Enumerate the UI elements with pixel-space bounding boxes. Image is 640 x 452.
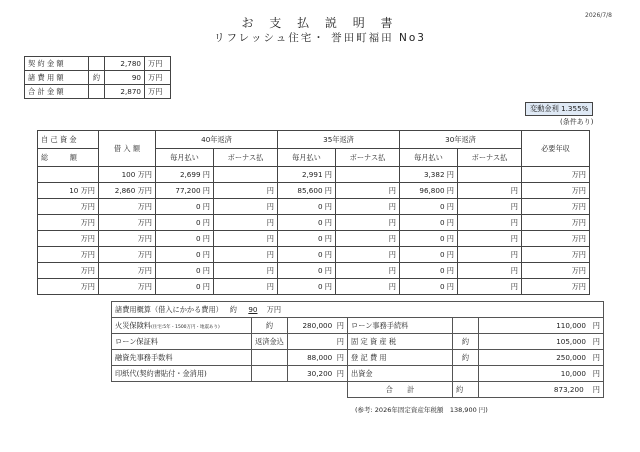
own-funds-cell: 万円 bbox=[38, 231, 99, 247]
summary-prefix bbox=[89, 57, 105, 71]
summary-prefix bbox=[89, 85, 105, 99]
cost-item-amount-right: 105,000 bbox=[556, 336, 586, 346]
loan-amount-cell: 万円 bbox=[99, 279, 156, 295]
loan-amount-cell: 万円 bbox=[99, 263, 156, 279]
bonus-30-cell: 円 bbox=[458, 215, 522, 231]
loan-amount-cell: 2,860 万円 bbox=[99, 183, 156, 199]
monthly-30-cell: 0 円 bbox=[400, 279, 458, 295]
cost-item-unit: 円 bbox=[336, 336, 344, 346]
cost-item-prefix bbox=[252, 350, 288, 366]
bonus-40-cell: 円 bbox=[214, 263, 278, 279]
own-funds-cell: 万円 bbox=[38, 215, 99, 231]
cost-item-name: 火災保険料 bbox=[115, 320, 151, 330]
bonus-30-cell: 円 bbox=[458, 247, 522, 263]
cost-item-amount-right: 250,000 bbox=[556, 352, 586, 362]
own-funds-cell: 10 万円 bbox=[38, 183, 99, 199]
loan-amount-cell: 万円 bbox=[99, 231, 156, 247]
cost-item-value-right bbox=[479, 350, 604, 366]
cost-item-unit-right: 円 bbox=[592, 320, 600, 330]
table-row bbox=[38, 215, 590, 231]
summary-value: 90 bbox=[105, 71, 145, 85]
monthly-40-cell: 0 円 bbox=[156, 199, 214, 215]
cost-item-name: 印紙代(契約書貼付・金消用) bbox=[115, 368, 207, 378]
summary-row bbox=[25, 57, 171, 71]
cost-item-note: (住宅:5年・1500万円・地震あり) bbox=[150, 324, 220, 330]
document-title: お 支 払 説 明 書 bbox=[241, 16, 399, 30]
bonus-35-cell: 円 bbox=[336, 183, 400, 199]
costs-row bbox=[112, 350, 604, 366]
summary-unit: 万円 bbox=[145, 57, 171, 71]
monthly-30-cell: 0 円 bbox=[400, 215, 458, 231]
cost-item-amount: 30,200 bbox=[307, 368, 333, 378]
costs-header-label: 諸費用概算（借入にかかる費用） bbox=[115, 304, 223, 314]
monthly-30-cell: 0 円 bbox=[400, 199, 458, 215]
cost-item-amount: 280,000 bbox=[302, 320, 333, 330]
loan-amount-cell: 万円 bbox=[99, 247, 156, 263]
monthly-40-cell: 2,699 円 bbox=[156, 167, 214, 183]
bonus-30-cell bbox=[458, 167, 522, 183]
monthly-header-30: 毎月払い bbox=[400, 149, 458, 167]
bonus-40-cell: 円 bbox=[214, 199, 278, 215]
table-row bbox=[38, 247, 590, 263]
repayment-table bbox=[37, 130, 590, 295]
costs-header-value: 90 bbox=[248, 304, 258, 314]
bonus-40-cell bbox=[214, 167, 278, 183]
cost-item-name: 融資先事務手数料 bbox=[115, 352, 173, 362]
cost-item-unit: 円 bbox=[336, 352, 344, 362]
summary-unit: 万円 bbox=[145, 71, 171, 85]
table-row bbox=[38, 231, 590, 247]
bonus-30-cell: 円 bbox=[458, 183, 522, 199]
monthly-35-cell: 0 円 bbox=[278, 247, 336, 263]
summary-table bbox=[24, 56, 171, 99]
cost-item-prefix-right bbox=[453, 366, 479, 382]
cost-item-amount-right: 110,000 bbox=[556, 320, 586, 330]
cost-item-name: ローン保証料 bbox=[115, 336, 158, 346]
rate-label: 変動金利 bbox=[530, 104, 559, 113]
required-income-cell: 万円 bbox=[522, 231, 590, 247]
plan-40-header: 40年返済 bbox=[156, 131, 278, 149]
bonus-30-cell: 円 bbox=[458, 279, 522, 295]
costs-row bbox=[112, 318, 604, 334]
cost-item-unit: 円 bbox=[336, 320, 344, 330]
document-date: 2026/7/8 bbox=[585, 12, 612, 19]
summary-unit: 万円 bbox=[145, 85, 171, 99]
cost-item-label bbox=[112, 366, 252, 382]
cost-item-value bbox=[288, 318, 348, 334]
table-row bbox=[38, 167, 590, 183]
loan-amount-cell: 100 万円 bbox=[99, 167, 156, 183]
cost-item-label-right: ローン事務手続料 bbox=[348, 318, 453, 334]
monthly-40-cell: 0 円 bbox=[156, 215, 214, 231]
costs-header-prefix: 約 bbox=[229, 304, 237, 314]
required-income-cell: 万円 bbox=[522, 247, 590, 263]
monthly-40-cell: 0 円 bbox=[156, 231, 214, 247]
cost-item-value bbox=[288, 334, 348, 350]
monthly-40-cell: 0 円 bbox=[156, 279, 214, 295]
cost-item-label-right: 登 記 費 用 bbox=[348, 350, 453, 366]
cost-item-value-right bbox=[479, 334, 604, 350]
bonus-35-cell: 円 bbox=[336, 199, 400, 215]
monthly-35-cell: 85,600 円 bbox=[278, 183, 336, 199]
monthly-header-35: 毎月払い bbox=[278, 149, 336, 167]
monthly-35-cell: 0 円 bbox=[278, 215, 336, 231]
monthly-40-cell: 77,200 円 bbox=[156, 183, 214, 199]
bonus-header-35: ボーナス払 bbox=[336, 149, 400, 167]
costs-total-amount: 873,200 bbox=[553, 384, 584, 394]
summary-value: 2,780 bbox=[105, 57, 145, 71]
table-row bbox=[38, 183, 590, 199]
own-funds-header-line1: 自 己 資 金 bbox=[41, 134, 77, 144]
summary-row bbox=[25, 71, 171, 85]
own-funds-cell: 万円 bbox=[38, 279, 99, 295]
cost-item-prefix-right: 約 bbox=[453, 334, 479, 350]
bonus-35-cell: 円 bbox=[336, 279, 400, 295]
required-income-cell: 万円 bbox=[522, 199, 590, 215]
costs-table bbox=[111, 301, 604, 398]
cost-item-label bbox=[112, 350, 252, 366]
bonus-30-cell: 円 bbox=[458, 199, 522, 215]
monthly-30-cell: 0 円 bbox=[400, 263, 458, 279]
own-funds-header bbox=[38, 131, 99, 149]
table-row bbox=[38, 279, 590, 295]
rate-value: 1.355% bbox=[561, 104, 589, 113]
costs-header bbox=[112, 302, 604, 318]
plan-30-header: 30年返済 bbox=[400, 131, 522, 149]
cost-item-prefix: 約 bbox=[252, 318, 288, 334]
reference-note: (参考: 2026年固定資産年税額 138,900 円) bbox=[355, 406, 488, 414]
costs-total-value bbox=[479, 382, 604, 398]
costs-total-unit: 円 bbox=[592, 384, 600, 394]
monthly-30-cell: 0 円 bbox=[400, 231, 458, 247]
summary-prefix: 約 bbox=[89, 71, 105, 85]
cost-item-label bbox=[112, 334, 252, 350]
cost-item-label-right: 出資金 bbox=[348, 366, 453, 382]
monthly-35-cell: 2,991 円 bbox=[278, 167, 336, 183]
cost-item-unit-right: 円 bbox=[592, 352, 600, 362]
variable-rate-box bbox=[525, 102, 593, 116]
monthly-35-cell: 0 円 bbox=[278, 263, 336, 279]
bonus-40-cell: 円 bbox=[214, 247, 278, 263]
cost-item-label-right: 固 定 資 産 税 bbox=[348, 334, 453, 350]
cost-item-unit-right: 円 bbox=[592, 368, 600, 378]
bonus-40-cell: 円 bbox=[214, 279, 278, 295]
required-income-cell: 万円 bbox=[522, 279, 590, 295]
cost-item-value bbox=[288, 366, 348, 382]
monthly-40-cell: 0 円 bbox=[156, 263, 214, 279]
bonus-35-cell bbox=[336, 167, 400, 183]
loan-amount-cell: 万円 bbox=[99, 215, 156, 231]
bonus-35-cell: 円 bbox=[336, 263, 400, 279]
summary-label: 合 計 金 額 bbox=[25, 85, 89, 99]
monthly-35-cell: 0 円 bbox=[278, 199, 336, 215]
cost-item-amount: 88,000 bbox=[307, 352, 333, 362]
own-funds-header-total: 総 額 bbox=[38, 149, 99, 167]
required-income-cell: 万円 bbox=[522, 215, 590, 231]
required-income-cell: 万円 bbox=[522, 183, 590, 199]
rate-condition: (条件あり) bbox=[560, 118, 594, 126]
monthly-header-40: 毎月払い bbox=[156, 149, 214, 167]
bonus-30-cell: 円 bbox=[458, 231, 522, 247]
costs-row bbox=[112, 366, 604, 382]
monthly-40-cell: 0 円 bbox=[156, 247, 214, 263]
bonus-35-cell: 円 bbox=[336, 215, 400, 231]
costs-row bbox=[112, 334, 604, 350]
table-row bbox=[38, 263, 590, 279]
cost-item-unit: 円 bbox=[336, 368, 344, 378]
cost-item-prefix-right: 約 bbox=[453, 350, 479, 366]
costs-total-label: 合 計 bbox=[348, 382, 453, 398]
table-row bbox=[38, 199, 590, 215]
monthly-35-cell: 0 円 bbox=[278, 279, 336, 295]
costs-total-prefix: 約 bbox=[453, 382, 479, 398]
document-subtitle: リフレッシュ住宅・ 誉田町福田 No3 bbox=[214, 32, 426, 44]
monthly-30-cell: 0 円 bbox=[400, 247, 458, 263]
bonus-header-40: ボーナス払 bbox=[214, 149, 278, 167]
required-income-header: 必要年収 bbox=[522, 131, 590, 167]
required-income-cell: 万円 bbox=[522, 167, 590, 183]
bonus-40-cell: 円 bbox=[214, 215, 278, 231]
cost-item-value bbox=[288, 350, 348, 366]
cost-item-unit-right: 円 bbox=[592, 336, 600, 346]
summary-label: 諸 費 用 額 bbox=[25, 71, 89, 85]
loan-amount-header: 借 入 額 bbox=[99, 131, 156, 167]
monthly-30-cell: 96,800 円 bbox=[400, 183, 458, 199]
bonus-40-cell: 円 bbox=[214, 231, 278, 247]
own-funds-cell: 万円 bbox=[38, 247, 99, 263]
own-funds-cell bbox=[38, 167, 99, 183]
cost-item-amount-right: 10,000 bbox=[560, 368, 586, 378]
summary-label: 契 約 金 額 bbox=[25, 57, 89, 71]
cost-item-value-right bbox=[479, 318, 604, 334]
bonus-35-cell: 円 bbox=[336, 247, 400, 263]
cost-item-prefix bbox=[252, 366, 288, 382]
own-funds-cell: 万円 bbox=[38, 199, 99, 215]
monthly-35-cell: 0 円 bbox=[278, 231, 336, 247]
own-funds-cell: 万円 bbox=[38, 263, 99, 279]
plan-35-header: 35年返済 bbox=[278, 131, 400, 149]
loan-amount-cell: 万円 bbox=[99, 199, 156, 215]
cost-item-prefix-right bbox=[453, 318, 479, 334]
bonus-30-cell: 円 bbox=[458, 263, 522, 279]
cost-item-value-right bbox=[479, 366, 604, 382]
required-income-cell: 万円 bbox=[522, 263, 590, 279]
costs-header-unit: 万円 bbox=[266, 304, 282, 314]
bonus-35-cell: 円 bbox=[336, 231, 400, 247]
summary-row bbox=[25, 85, 171, 99]
monthly-30-cell: 3,382 円 bbox=[400, 167, 458, 183]
bonus-40-cell: 円 bbox=[214, 183, 278, 199]
cost-item-label bbox=[112, 318, 252, 334]
bonus-header-30: ボーナス払 bbox=[458, 149, 522, 167]
summary-value: 2,870 bbox=[105, 85, 145, 99]
cost-item-prefix: 返済金込 bbox=[252, 334, 288, 350]
